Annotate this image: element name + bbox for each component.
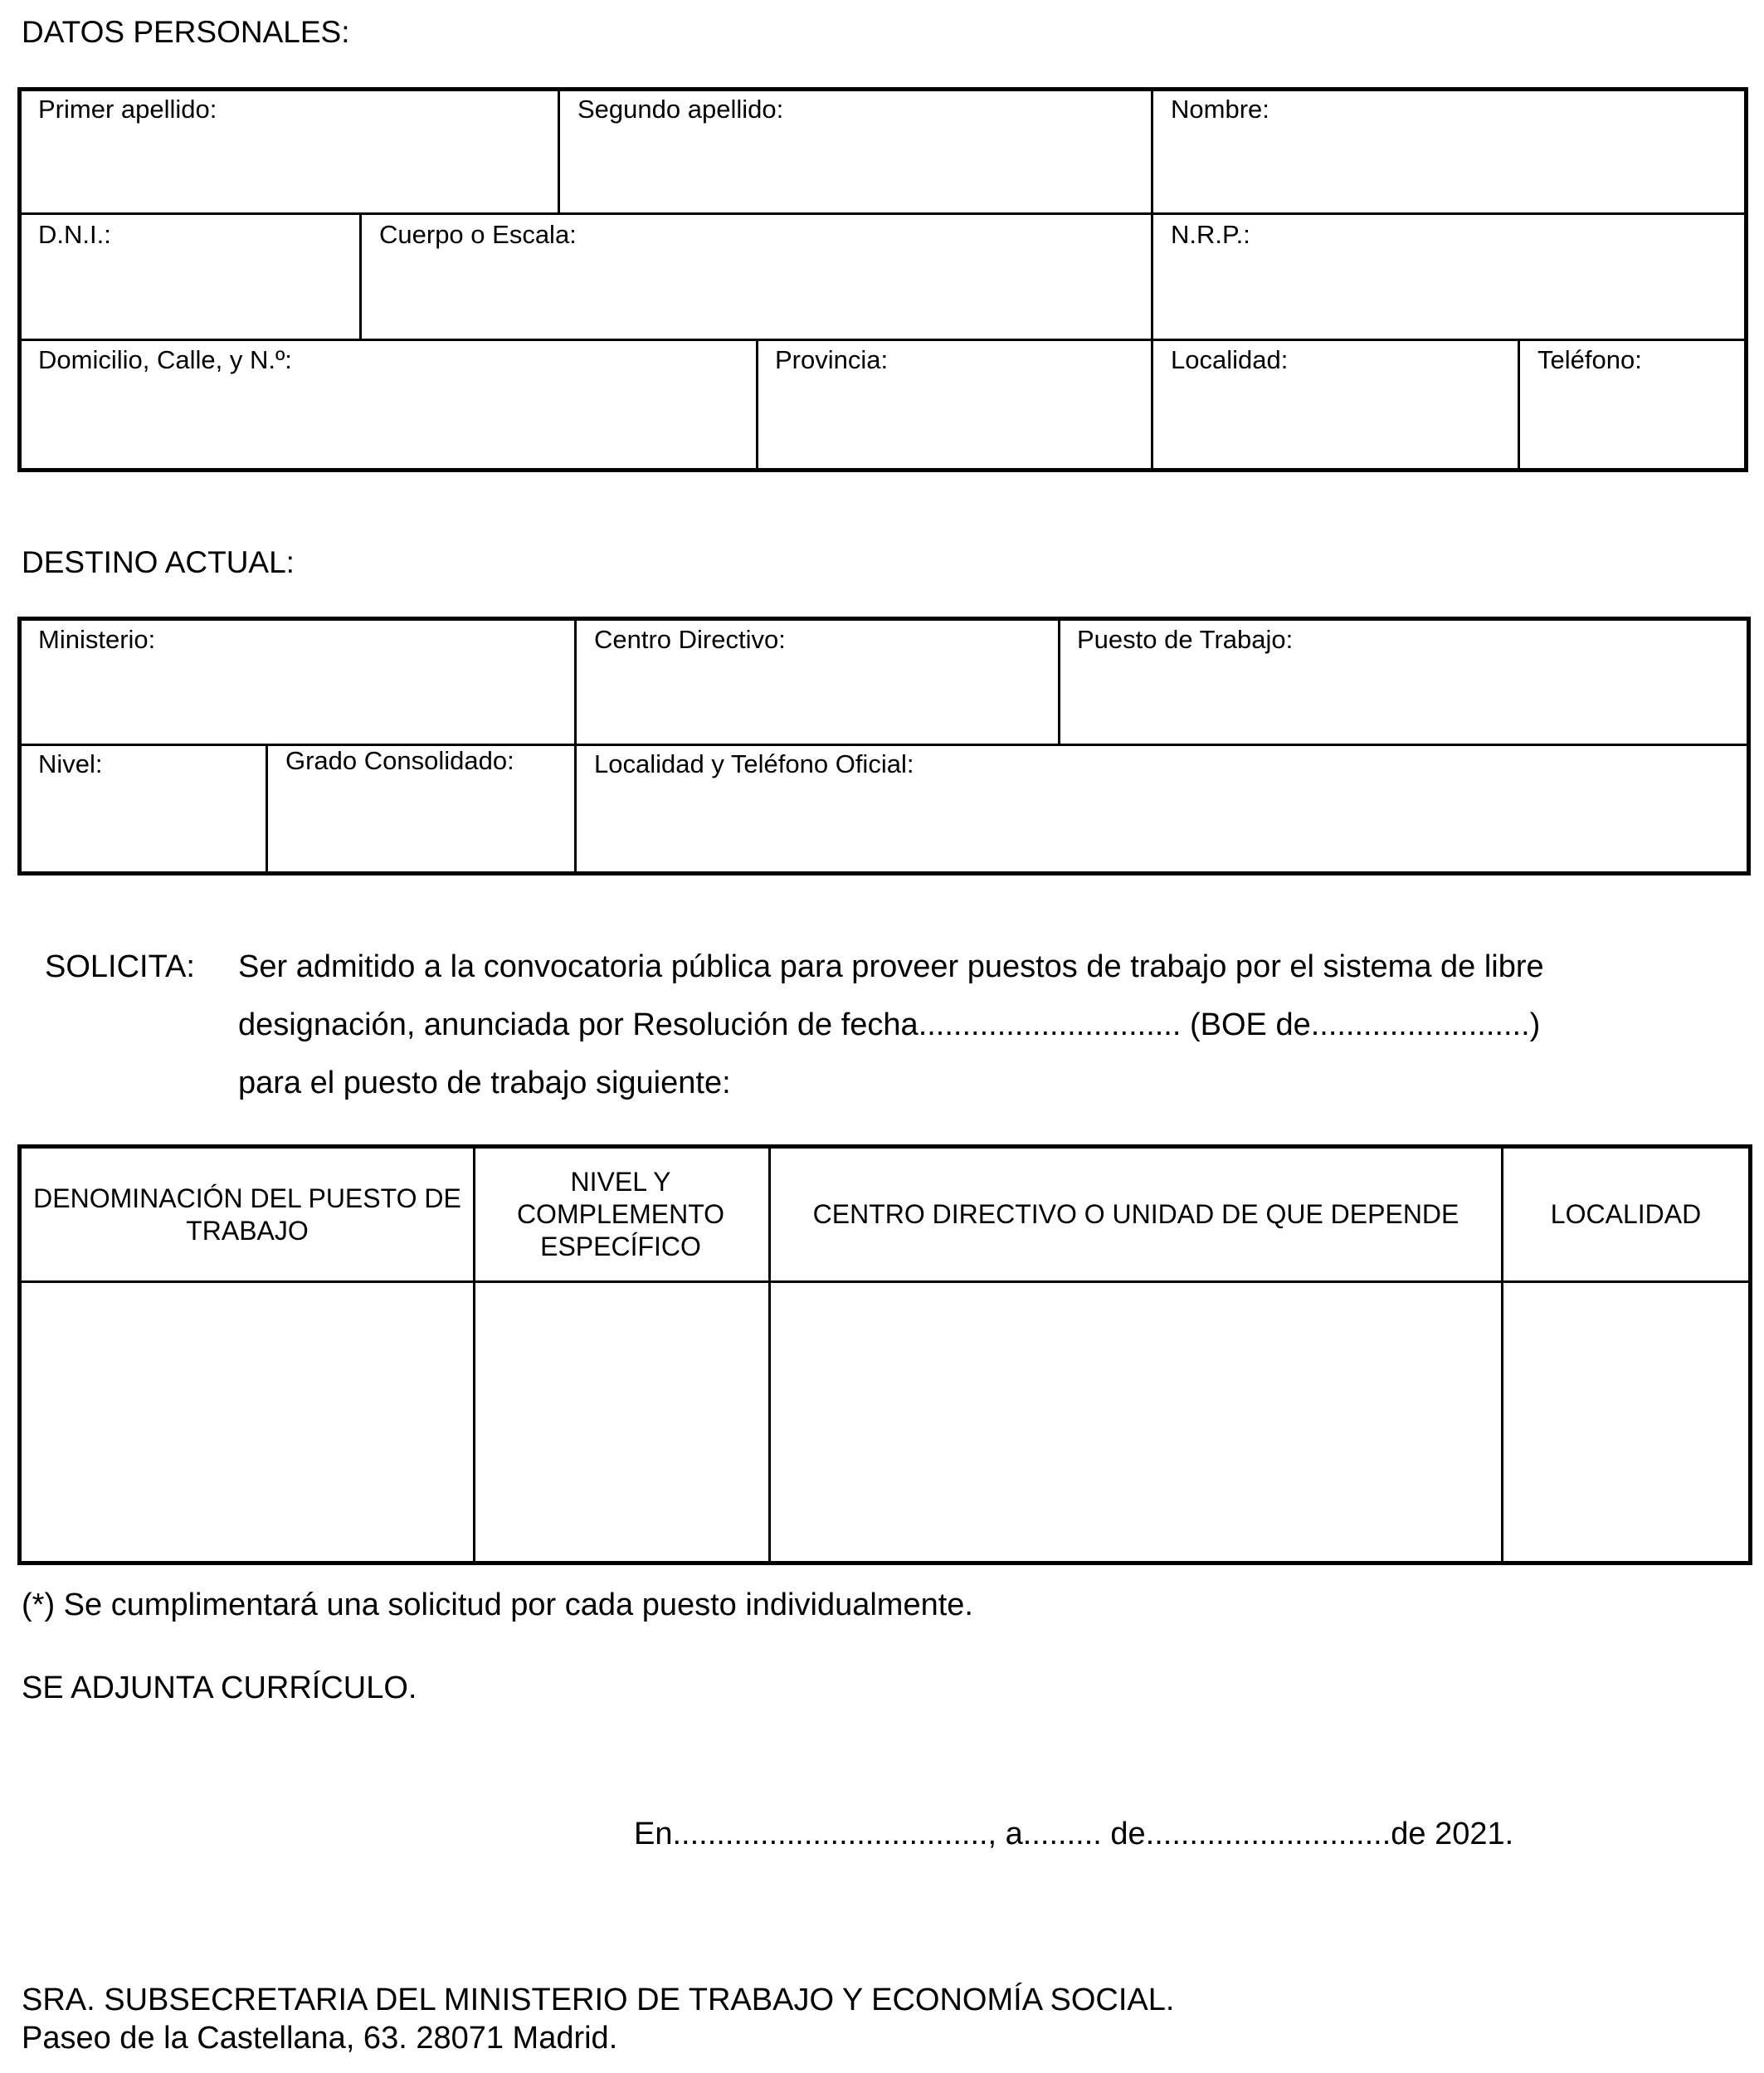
solicita-line-1: Ser admitido a la convocatoria pública para proveer puestos de trabajo por el sistema de libre (238, 949, 1544, 984)
table-cell-nivel[interactable] (475, 1283, 768, 1561)
column-header-localidad: LOCALIDAD (1550, 1199, 1702, 1229)
addressee-line-2: Paseo de la Castellana, 63. 28071 Madrid. (22, 2021, 618, 2056)
field-telefono[interactable]: Teléfono: (1537, 345, 1642, 374)
addressee-line-1: SRA. SUBSECRETARIA DEL MINISTERIO DE TRABAJO Y ECONOMÍA SOCIAL. (22, 1983, 1175, 2017)
divider (17, 339, 1748, 341)
table-cell-localidad[interactable] (1503, 1283, 1748, 1561)
form-frame (17, 617, 1751, 876)
field-provincia[interactable]: Provincia: (775, 345, 889, 374)
field-ministerio[interactable]: Ministerio: (38, 625, 156, 654)
field-cuerpo-escala[interactable]: Cuerpo o Escala: (379, 220, 577, 249)
column-header-denominacion: DENOMINACIÓN DEL PUESTO DE TRABAJO (33, 1183, 461, 1246)
column-header-nivel: NIVEL Y COMPLEMENTO ESPECÍFICO (516, 1167, 725, 1261)
column-header-centro-directivo: CENTRO DIRECTIVO O UNIDAD DE QUE DEPENDE (812, 1199, 1459, 1229)
field-nombre[interactable]: Nombre: (1171, 95, 1269, 124)
field-segundo-apellido[interactable]: Segundo apellido: (577, 95, 784, 124)
table-cell-centro-directivo[interactable] (771, 1283, 1501, 1561)
field-dni[interactable]: D.N.I.: (38, 220, 111, 249)
divider (558, 87, 560, 214)
adjunta-curriculo: SE ADJUNTA CURRÍCULO. (22, 1671, 417, 1705)
field-domicilio[interactable]: Domicilio, Calle, y N.º: (38, 345, 292, 374)
field-localidad[interactable]: Localidad: (1171, 345, 1289, 374)
field-centro-directivo[interactable]: Centro Directivo: (594, 625, 786, 654)
field-puesto-trabajo[interactable]: Puesto de Trabajo: (1077, 625, 1294, 654)
field-nivel[interactable]: Nivel: (38, 749, 103, 778)
divider (359, 212, 362, 340)
field-primer-apellido[interactable]: Primer apellido: (38, 95, 217, 124)
solicita-line-2: designación, anunciada por Resolución de fecha.............................. (BOE de.........................) (238, 1007, 1541, 1042)
field-nrp[interactable]: N.R.P.: (1171, 220, 1250, 249)
section-title-datos-personales: DATOS PERSONALES: (22, 15, 350, 49)
divider (266, 744, 268, 876)
field-grado-consolidado[interactable]: Grado Consolidado: (285, 746, 514, 775)
divider (1151, 87, 1153, 472)
divider (1518, 339, 1520, 472)
date-place-line: En...................................., a......... de............................de 2021. (634, 1817, 1514, 1851)
table-cell-denominacion[interactable] (22, 1283, 473, 1561)
footnote: (*) Se cumplimentará una solicitud por cada puesto individualmente. (22, 1588, 973, 1622)
divider (756, 339, 758, 472)
divider (574, 617, 577, 876)
divider (17, 212, 1748, 215)
section-title-destino-actual: DESTINO ACTUAL: (22, 545, 295, 579)
divider (17, 744, 1751, 746)
divider (1058, 617, 1060, 745)
field-localidad-telefono-oficial[interactable]: Localidad y Teléfono Oficial: (594, 749, 914, 778)
solicita-line-3: para el puesto de trabajo siguiente: (238, 1066, 731, 1100)
solicita-label: SOLICITA: (45, 949, 195, 984)
form-frame (17, 87, 1748, 472)
